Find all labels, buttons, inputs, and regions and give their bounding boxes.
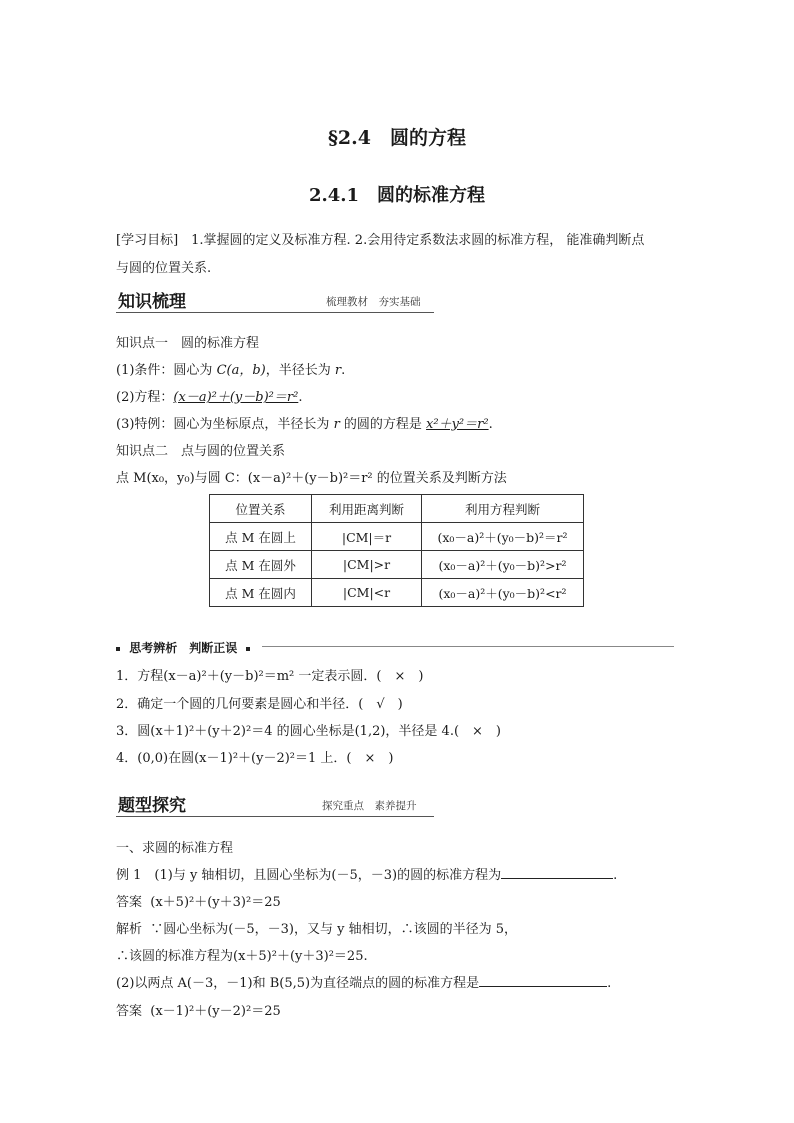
answer-label: 答案: [116, 1004, 143, 1019]
table-row: [210, 523, 584, 551]
think-divider: [262, 646, 674, 647]
table-cell: (x₀－a)²＋(y₀－b)²>r²: [422, 551, 584, 579]
section-divider: [116, 816, 434, 817]
table-row: [210, 579, 584, 607]
square-bullet-icon: [116, 647, 120, 651]
judge-item: 3．圆(x＋1)²＋(y＋2)²＝4 的圆心坐标是(1,2)，半径是 4.( × ): [116, 724, 501, 739]
table-cell: 点 M 在圆上: [210, 523, 312, 551]
section-header-knowledge: 知识梳理: [118, 292, 186, 312]
answer-1-text: (x＋5)²＋(y＋3)²＝25: [150, 895, 281, 910]
square-bullet-icon: [246, 647, 250, 651]
table-cell: (x₀－a)²＋(y₀－b)²<r²: [422, 579, 584, 607]
solution-line-1: ∵圆心坐标为(－5，－3)，又与 y 轴相切，∴该圆的半径为 5，: [150, 922, 517, 937]
learning-objectives-line1: [学习目标] 1.掌握圆的定义及标准方程. 2.会用待定系数法求圆的标准方程， 能准确判断点: [116, 233, 645, 248]
kp1-condition-prefix: (1)条件：圆心为: [116, 363, 217, 378]
solution-row-1: [116, 922, 517, 938]
knowledge-point-1-heading: 知识点一 圆的标准方程: [116, 336, 260, 351]
answer-label: 答案: [116, 895, 143, 910]
judge-item: 1．方程(x－a)²＋(y－b)²＝m² 一定表示圆．( × ): [116, 669, 424, 684]
learning-objectives-line2: 与圆的位置关系.: [116, 261, 212, 276]
answer-2-text: (x－1)²＋(y－2)²＝25: [150, 1004, 281, 1019]
judge-item: 4．(0,0)在圆(x－1)²＋(y－2)²＝1 上．( × ): [116, 751, 394, 766]
section-header-exploration: 题型探究: [118, 796, 186, 816]
section-header-knowledge-subtitle: 梳理教材 夯实基础: [326, 296, 421, 308]
table-cell: 点 M 在圆外: [210, 551, 312, 579]
think-label: 思考辨析 判断正误: [129, 641, 238, 655]
table-header-cell: 利用方程判断: [422, 495, 584, 523]
judge-item: 2．确定一个圆的几何要素是圆心和半径．( √ ): [116, 697, 403, 712]
example-1-1-text: 例 1 (1)与 y 轴相切，且圆心坐标为(－5，－3)的圆的标准方程为: [116, 868, 502, 883]
table-cell: |CM|＝r: [312, 523, 422, 551]
kp1-special-prefix: (3)特例：圆心为坐标原点，半径长为: [116, 417, 334, 432]
table-cell: (x₀－a)²＋(y₀－b)²＝r²: [422, 523, 584, 551]
solution-label: 解析: [116, 922, 143, 937]
kp1-condition: [116, 363, 345, 379]
position-relation-table: [209, 494, 584, 607]
example-1-1: [116, 868, 617, 884]
table-header-row: [210, 495, 584, 523]
kp1-equation: [116, 390, 302, 406]
table-header-cell: 位置关系: [210, 495, 312, 523]
knowledge-point-2-heading: 知识点二 点与圆的位置关系: [116, 444, 286, 459]
solution-line-2: ∴该圆的标准方程为(x＋5)²＋(y＋3)²＝25.: [116, 949, 368, 964]
page-subtitle: 2.4.1 圆的标准方程: [308, 185, 486, 206]
answer-blank: [501, 877, 613, 879]
kp1-special-end: .: [488, 417, 493, 432]
example-1-2: [116, 976, 611, 992]
kp1-condition-end: .: [341, 363, 346, 378]
kp1-center: C(a，b): [216, 363, 266, 378]
kp1-special-answer: x²＋y²＝r²: [426, 417, 489, 432]
kp2-intro: 点 M(x₀，y₀)与圆 C：(x－a)²＋(y－b)²＝r² 的位置关系及判断方法: [116, 471, 507, 486]
table-row: [210, 551, 584, 579]
kp1-radius: r: [334, 363, 342, 378]
table-cell: 点 M 在圆内: [210, 579, 312, 607]
page-title: §2.4 圆的方程: [328, 127, 466, 149]
think-label-row: [116, 639, 250, 656]
answer-blank: [479, 985, 607, 987]
kp1-equation-prefix: (2)方程：: [116, 390, 174, 405]
table-cell: |CM|<r: [312, 579, 422, 607]
kp1-equation-answer: (x－a)²＋(y－b)²＝r²: [173, 390, 299, 405]
kp1-equation-end: .: [298, 390, 303, 405]
answer-1-row: [116, 895, 281, 911]
table-cell: |CM|>r: [312, 551, 422, 579]
kp1-condition-mid: ，半径长为: [265, 363, 335, 378]
example-1-2-end: .: [607, 976, 612, 991]
answer-2-row: [116, 1004, 281, 1020]
example-1-1-end: .: [613, 868, 618, 883]
part-1-heading: 一、求圆的标准方程: [116, 841, 234, 856]
section-divider: [116, 312, 434, 313]
kp1-special-mid: 的圆的方程是: [339, 417, 427, 432]
kp1-special-radius: r: [333, 417, 340, 432]
table-header-cell: 利用距离判断: [312, 495, 422, 523]
example-1-2-text: (2)以两点 A(－3，－1)和 B(5,5)为直径端点的圆的标准方程是: [116, 976, 480, 991]
kp1-special-case: [116, 417, 493, 433]
section-header-exploration-subtitle: 探究重点 素养提升: [322, 800, 417, 812]
